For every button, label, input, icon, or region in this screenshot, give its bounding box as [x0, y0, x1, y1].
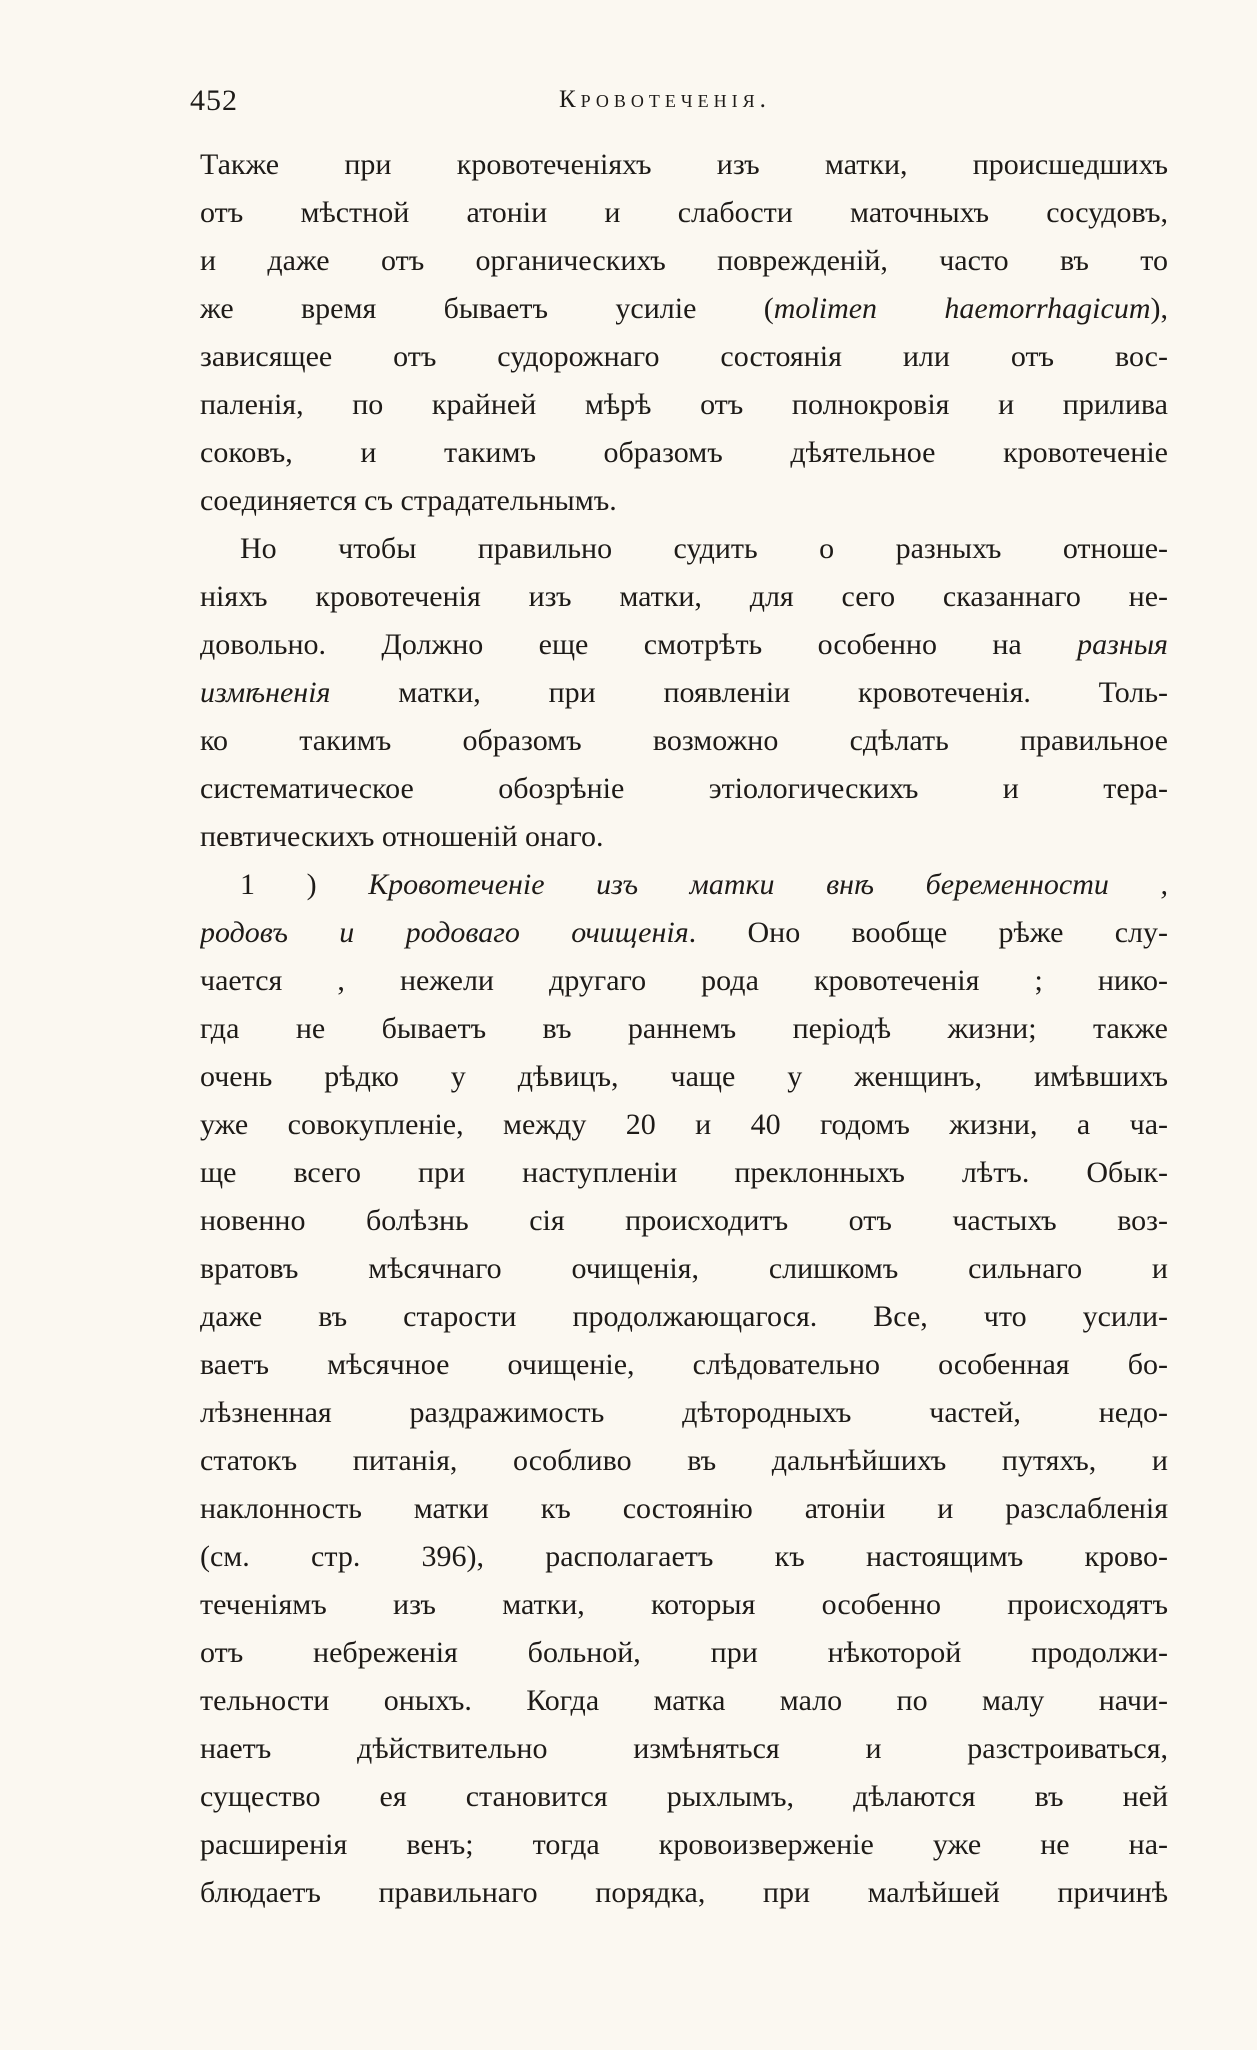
text-segment: ще всего при наступленіи преклонныхъ лѣтъ. Обык-: [200, 1156, 1168, 1189]
text-line: [200, 1773, 1168, 1821]
text-segment: ваетъ мѣсячное очищеніе, слѣдовательно особенная бо-: [200, 1348, 1168, 1381]
text-segment: чается , нежели другаго рода кровотеченія ; нико-: [200, 964, 1168, 997]
text-segment: 1 ): [240, 868, 369, 901]
text-line: [200, 1485, 1168, 1533]
text-line: [200, 1581, 1168, 1629]
text-line: [200, 189, 1168, 237]
text-line: [200, 1821, 1168, 1869]
text-line: [200, 1437, 1168, 1485]
italic-text-segment: molimen haemorrhagicum: [773, 292, 1151, 325]
body-text: [200, 141, 1168, 1917]
text-line: [200, 285, 1168, 333]
text-line: [200, 333, 1168, 381]
text-segment: систематическое обозрѣніе этіологическихъ и тера-: [200, 772, 1168, 805]
text-line: [200, 1053, 1168, 1101]
text-segment: вратовъ мѣсячнаго очищенія, слишкомъ сильнаго и: [200, 1252, 1168, 1285]
text-segment: (см. стр. 396), располагаетъ къ настоящимъ крово-: [200, 1540, 1168, 1573]
text-line: [200, 813, 1168, 861]
italic-text-segment: измѣненія: [200, 676, 331, 709]
text-line: [200, 429, 1168, 477]
text-line: [200, 381, 1168, 429]
text-line: [200, 861, 1168, 909]
text-line: [200, 573, 1168, 621]
text-segment: ніяхъ кровотеченія изъ матки, для сего сказаннаго не-: [200, 580, 1168, 613]
text-line: [200, 1197, 1168, 1245]
text-segment: расширенія венъ; тогда кровоизверженіе уже не на-: [200, 1828, 1168, 1861]
text-segment: даже въ старости продолжающагося. Все, что усили-: [200, 1300, 1168, 1333]
text-line: [200, 669, 1168, 717]
text-segment: же время бываетъ усиліе (: [200, 292, 774, 325]
text-segment: зависящее отъ судорожнаго состоянія или отъ вос-: [200, 340, 1168, 373]
text-line: [200, 1245, 1168, 1293]
text-segment: очень рѣдко у дѣвицъ, чаще у женщинъ, имѣвшихъ: [200, 1060, 1168, 1093]
italic-text-segment: Кровотеченіе изъ матки внѣ беременности ,: [368, 868, 1168, 901]
text-segment: соковъ, и такимъ образомъ дѣятельное кровотеченіе: [200, 436, 1168, 469]
italic-text-segment: разныя: [1077, 628, 1168, 661]
text-line: [200, 1293, 1168, 1341]
text-line: [200, 957, 1168, 1005]
text-segment: наклонность матки къ состоянію атоніи и разслабленія: [200, 1492, 1168, 1525]
text-segment: Но чтобы правильно судить о разныхъ отноше-: [240, 532, 1168, 565]
text-segment: ко такимъ образомъ возможно сдѣлать правильное: [200, 724, 1168, 757]
text-line: [200, 525, 1168, 573]
text-segment: певтическихъ отношеній онаго.: [200, 820, 604, 853]
text-segment: отъ небреженія больной, при нѣкоторой продолжи-: [200, 1636, 1168, 1669]
text-line: [200, 1677, 1168, 1725]
text-line: [200, 1149, 1168, 1197]
text-line: [200, 237, 1168, 285]
text-segment: Также при кровотеченіяхъ изъ матки, происшедшихъ: [200, 148, 1168, 181]
running-head: Кровотеченія.: [559, 86, 771, 113]
text-segment: довольно. Должно еще смотрѣть особенно на: [200, 628, 1078, 661]
text-segment: существо ея становится рыхлымъ, дѣлаются въ ней: [200, 1780, 1168, 1813]
text-line: [200, 141, 1168, 189]
text-segment: паленія, по крайней мѣрѣ отъ полнокровія и прилива: [200, 388, 1168, 421]
text-line: [200, 909, 1168, 957]
text-line: [200, 717, 1168, 765]
italic-text-segment: родовъ и родоваго очищенія: [200, 916, 689, 949]
text-segment: соединяется съ страдательнымъ.: [200, 484, 617, 517]
text-line: [200, 1869, 1168, 1917]
text-segment: отъ мѣстной атоніи и слабости маточныхъ сосудовъ,: [200, 196, 1168, 229]
text-line: [200, 1725, 1168, 1773]
text-line: [200, 621, 1168, 669]
text-segment: тельности оныхъ. Когда матка мало по малу начи-: [200, 1684, 1168, 1717]
text-segment: блюдаетъ правильнаго порядка, при малѣйшей причинѣ: [200, 1876, 1168, 1909]
text-line: [200, 1005, 1168, 1053]
text-line: [200, 1101, 1168, 1149]
text-segment: наетъ дѣйствительно измѣняться и разстроиваться,: [200, 1732, 1168, 1765]
text-line: [200, 1389, 1168, 1437]
page-number: 452: [190, 84, 238, 117]
text-line: [200, 1629, 1168, 1677]
text-segment: и даже отъ органическихъ поврежденій, часто въ то: [200, 244, 1168, 277]
text-segment: новенно болѣзнь сія происходитъ отъ частыхъ воз-: [200, 1204, 1168, 1237]
page-header: [190, 84, 1170, 124]
text-line: [200, 765, 1168, 813]
text-segment: ),: [1150, 292, 1168, 325]
text-line: [200, 1341, 1168, 1389]
text-line: [200, 477, 1168, 525]
text-segment: уже совокупленіе, между 20 и 40 годомъ жизни, а ча-: [200, 1108, 1168, 1141]
text-segment: лѣзненная раздражимость дѣтородныхъ частей, недо-: [200, 1396, 1168, 1429]
text-segment: . Оно вообще рѣже слу-: [688, 916, 1168, 949]
text-segment: гда не бываетъ въ раннемъ періодѣ жизни; также: [200, 1012, 1168, 1045]
text-line: [200, 1533, 1168, 1581]
text-segment: статокъ питанія, особливо въ дальнѣйшихъ путяхъ, и: [200, 1444, 1168, 1477]
text-segment: матки, при появленіи кровотеченія. Толь-: [330, 676, 1168, 709]
text-segment: теченіямъ изъ матки, которыя особенно происходятъ: [200, 1588, 1168, 1621]
